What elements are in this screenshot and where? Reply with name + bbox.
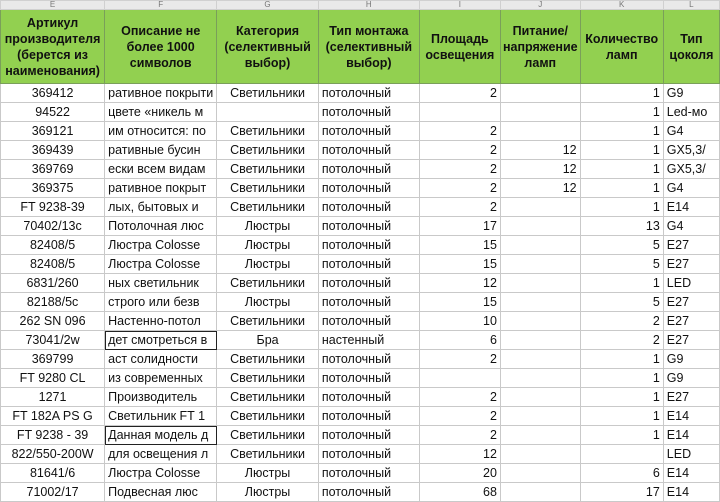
column-letter-header[interactable]: H [318, 1, 419, 10]
cell-voltage[interactable] [500, 236, 580, 255]
cell-category[interactable]: Светильники [217, 122, 319, 141]
cell-voltage[interactable]: 12 [500, 179, 580, 198]
column-header-description[interactable]: Описание не более 1000 символов [105, 10, 217, 84]
cell-description[interactable]: ративные бусин [105, 141, 217, 160]
cell-description[interactable]: аст солидности [105, 350, 217, 369]
column-letter-header[interactable]: E [1, 1, 105, 10]
cell-area[interactable]: 68 [419, 483, 500, 502]
cell-area[interactable]: 10 [419, 312, 500, 331]
column-letter-header[interactable]: K [580, 1, 663, 10]
cell-article[interactable]: 6831/260 [1, 274, 105, 293]
cell-socket-type[interactable]: E14 [663, 483, 719, 502]
cell-area[interactable]: 2 [419, 350, 500, 369]
cell-description[interactable]: ных светильник [105, 274, 217, 293]
cell-area[interactable]: 2 [419, 198, 500, 217]
table-row [1, 160, 720, 179]
cell-lamp-count[interactable]: 1 [580, 198, 663, 217]
cell-area[interactable] [419, 369, 500, 388]
cell-lamp-count[interactable]: 1 [580, 160, 663, 179]
cell-lamp-count[interactable]: 1 [580, 369, 663, 388]
cell-article[interactable]: 70402/13c [1, 217, 105, 236]
cell-description[interactable]: ративное покрыти [105, 84, 217, 103]
cell-mount-type[interactable]: потолочный [318, 426, 419, 445]
cell-socket-type[interactable]: E14 [663, 198, 719, 217]
column-header-article[interactable]: Артикул производителя (берется из наименования) [1, 10, 105, 84]
cell-area[interactable]: 15 [419, 293, 500, 312]
cell-area[interactable]: 2 [419, 426, 500, 445]
cell-mount-type[interactable]: потолочный [318, 312, 419, 331]
cell-area[interactable] [419, 103, 500, 122]
cell-area[interactable]: 2 [419, 407, 500, 426]
table-row [1, 483, 720, 502]
cell-socket-type[interactable]: GX5,3/ [663, 141, 719, 160]
cell-category[interactable] [217, 103, 319, 122]
cell-area[interactable]: 2 [419, 141, 500, 160]
cell-category[interactable]: Светильники [217, 274, 319, 293]
cell-socket-type[interactable]: E27 [663, 293, 719, 312]
cell-article[interactable]: FT 9280 CL [1, 369, 105, 388]
cell-description[interactable]: им относится: по [105, 122, 217, 141]
cell-mount-type[interactable]: потолочный [318, 217, 419, 236]
cell-lamp-count[interactable]: 1 [580, 426, 663, 445]
cell-lamp-count[interactable] [580, 445, 663, 464]
cell-lamp-count[interactable]: 1 [580, 388, 663, 407]
cell-voltage[interactable] [500, 255, 580, 274]
table-row [1, 445, 720, 464]
cell-category[interactable]: Люстры [217, 293, 319, 312]
cell-mount-type[interactable]: потолочный [318, 350, 419, 369]
cell-description[interactable]: Люстра Colosse [105, 464, 217, 483]
column-header-mount-type[interactable]: Тип монтажа (селективный выбор) [318, 10, 419, 84]
cell-area[interactable]: 12 [419, 445, 500, 464]
cell-article[interactable]: 369121 [1, 122, 105, 141]
cell-category[interactable]: Светильники [217, 84, 319, 103]
cell-voltage[interactable]: 12 [500, 141, 580, 160]
cell-mount-type[interactable]: потолочный [318, 198, 419, 217]
cell-voltage[interactable] [500, 388, 580, 407]
cell-voltage[interactable] [500, 103, 580, 122]
table-row [1, 331, 720, 350]
cell-description[interactable]: ески всем видам [105, 160, 217, 179]
cell-mount-type[interactable]: потолочный [318, 407, 419, 426]
cell-socket-type[interactable]: Led-мо [663, 103, 719, 122]
column-letter-header[interactable]: L [663, 1, 719, 10]
table-row [1, 141, 720, 160]
cell-category[interactable]: Люстры [217, 217, 319, 236]
cell-voltage[interactable] [500, 122, 580, 141]
cell-voltage[interactable] [500, 369, 580, 388]
cell-mount-type[interactable]: потолочный [318, 160, 419, 179]
cell-socket-type[interactable]: E27 [663, 331, 719, 350]
column-letter-header[interactable]: G [217, 1, 319, 10]
cell-category[interactable]: Светильники [217, 312, 319, 331]
cell-area[interactable]: 20 [419, 464, 500, 483]
cell-article[interactable]: 262 SN 096 [1, 312, 105, 331]
cell-socket-type[interactable]: G9 [663, 369, 719, 388]
table-row [1, 122, 720, 141]
cell-socket-type[interactable]: LED [663, 274, 719, 293]
cell-category[interactable]: Люстры [217, 236, 319, 255]
cell-article[interactable]: 71002/17 [1, 483, 105, 502]
column-letter-header[interactable]: J [500, 1, 580, 10]
cell-description[interactable]: Данная модель д [105, 426, 217, 445]
cell-area[interactable]: 6 [419, 331, 500, 350]
cell-description[interactable]: Люстра Colosse [105, 236, 217, 255]
cell-article[interactable]: 369375 [1, 179, 105, 198]
table-row [1, 103, 720, 122]
cell-lamp-count[interactable]: 5 [580, 236, 663, 255]
cell-description[interactable]: Светильник FT 1 [105, 407, 217, 426]
cell-voltage[interactable] [500, 445, 580, 464]
cell-socket-type[interactable]: E27 [663, 388, 719, 407]
table-row [1, 426, 720, 445]
cell-lamp-count[interactable]: 1 [580, 350, 663, 369]
cell-socket-type[interactable]: G9 [663, 84, 719, 103]
cell-article[interactable]: 822/550-200W [1, 445, 105, 464]
column-letter-row [1, 1, 720, 10]
cell-category[interactable]: Светильники [217, 179, 319, 198]
cell-lamp-count[interactable]: 5 [580, 293, 663, 312]
cell-voltage[interactable] [500, 331, 580, 350]
column-header-voltage[interactable]: Питание/напряжение ламп [500, 10, 580, 84]
cell-article[interactable]: FT 182A PS G [1, 407, 105, 426]
cell-mount-type[interactable]: потолочный [318, 141, 419, 160]
column-header-socket-type[interactable]: Тип цоколя [663, 10, 719, 84]
cell-category[interactable]: Светильники [217, 426, 319, 445]
cell-category[interactable]: Светильники [217, 388, 319, 407]
cell-socket-type[interactable]: E14 [663, 464, 719, 483]
cell-socket-type[interactable]: G4 [663, 122, 719, 141]
cell-description[interactable]: из современных [105, 369, 217, 388]
cell-lamp-count[interactable]: 6 [580, 464, 663, 483]
cell-voltage[interactable] [500, 84, 580, 103]
cell-article[interactable]: 82408/5 [1, 236, 105, 255]
cell-socket-type[interactable]: E14 [663, 426, 719, 445]
cell-category[interactable]: Люстры [217, 464, 319, 483]
cell-description[interactable]: лых, бытовых и [105, 198, 217, 217]
cell-area[interactable]: 15 [419, 236, 500, 255]
cell-lamp-count[interactable]: 17 [580, 483, 663, 502]
cell-mount-type[interactable]: потолочный [318, 388, 419, 407]
table-row [1, 293, 720, 312]
cell-description[interactable]: ративное покрыт [105, 179, 217, 198]
cell-area[interactable]: 15 [419, 255, 500, 274]
cell-mount-type[interactable]: потолочный [318, 255, 419, 274]
cell-lamp-count[interactable]: 1 [580, 141, 663, 160]
cell-voltage[interactable] [500, 198, 580, 217]
cell-category[interactable]: Бра [217, 331, 319, 350]
cell-article[interactable]: 73041/2w [1, 331, 105, 350]
cell-lamp-count[interactable]: 1 [580, 407, 663, 426]
cell-area[interactable]: 2 [419, 160, 500, 179]
cell-voltage[interactable] [500, 312, 580, 331]
table-row [1, 217, 720, 236]
cell-socket-type[interactable]: E27 [663, 312, 719, 331]
column-header-category[interactable]: Категория (селективный выбор) [217, 10, 319, 84]
cell-mount-type[interactable]: потолочный [318, 464, 419, 483]
cell-description[interactable]: Подвесная люс [105, 483, 217, 502]
column-letter-header[interactable]: F [105, 1, 217, 10]
cell-lamp-count[interactable]: 2 [580, 312, 663, 331]
cell-mount-type[interactable]: потолочный [318, 122, 419, 141]
table-row [1, 464, 720, 483]
cell-description[interactable]: цвете «никель м [105, 103, 217, 122]
cell-category[interactable]: Светильники [217, 198, 319, 217]
cell-mount-type[interactable]: потолочный [318, 445, 419, 464]
cell-category[interactable]: Светильники [217, 160, 319, 179]
cell-mount-type[interactable]: потолочный [318, 236, 419, 255]
table-row [1, 388, 720, 407]
cell-socket-type[interactable]: G9 [663, 350, 719, 369]
cell-voltage[interactable] [500, 464, 580, 483]
cell-voltage[interactable] [500, 407, 580, 426]
cell-socket-type[interactable]: GX5,3/ [663, 160, 719, 179]
table-row [1, 274, 720, 293]
cell-article[interactable]: 369412 [1, 84, 105, 103]
cell-lamp-count[interactable]: 1 [580, 103, 663, 122]
cell-area[interactable]: 17 [419, 217, 500, 236]
cell-lamp-count[interactable]: 1 [580, 84, 663, 103]
cell-description[interactable]: строго или безв [105, 293, 217, 312]
cell-category[interactable]: Светильники [217, 350, 319, 369]
cell-socket-type[interactable]: G4 [663, 217, 719, 236]
cell-category[interactable]: Светильники [217, 141, 319, 160]
cell-article[interactable]: FT 9238-39 [1, 198, 105, 217]
cell-article[interactable]: 369799 [1, 350, 105, 369]
cell-lamp-count[interactable]: 1 [580, 122, 663, 141]
column-header-area[interactable]: Площадь освещения [419, 10, 500, 84]
cell-category[interactable]: Люстры [217, 255, 319, 274]
cell-category[interactable]: Светильники [217, 445, 319, 464]
cell-socket-type[interactable]: G4 [663, 179, 719, 198]
cell-area[interactable]: 2 [419, 122, 500, 141]
table-row [1, 407, 720, 426]
cell-mount-type[interactable]: потолочный [318, 293, 419, 312]
cell-mount-type[interactable]: потолочный [318, 274, 419, 293]
cell-lamp-count[interactable]: 1 [580, 179, 663, 198]
cell-socket-type[interactable]: LED [663, 445, 719, 464]
column-letter-header[interactable]: I [419, 1, 500, 10]
cell-description[interactable]: Производитель [105, 388, 217, 407]
cell-area[interactable]: 2 [419, 84, 500, 103]
cell-article[interactable]: 81641/6 [1, 464, 105, 483]
cell-category[interactable]: Люстры [217, 483, 319, 502]
cell-mount-type[interactable]: настенный [318, 331, 419, 350]
cell-voltage[interactable] [500, 483, 580, 502]
cell-voltage[interactable] [500, 217, 580, 236]
table-row [1, 350, 720, 369]
table-row [1, 236, 720, 255]
cell-description[interactable]: Потолочная люс [105, 217, 217, 236]
cell-socket-type[interactable]: E14 [663, 407, 719, 426]
cell-lamp-count[interactable]: 1 [580, 274, 663, 293]
cell-area[interactable]: 2 [419, 388, 500, 407]
cell-socket-type[interactable]: E27 [663, 236, 719, 255]
cell-category[interactable]: Светильники [217, 369, 319, 388]
table-row [1, 255, 720, 274]
cell-description[interactable]: Люстра Colosse [105, 255, 217, 274]
table-row [1, 84, 720, 103]
cell-voltage[interactable]: 12 [500, 160, 580, 179]
cell-article[interactable]: 82188/5c [1, 293, 105, 312]
cell-mount-type[interactable]: потолочный [318, 369, 419, 388]
cell-voltage[interactable] [500, 274, 580, 293]
cell-area[interactable]: 12 [419, 274, 500, 293]
cell-mount-type[interactable]: потолочный [318, 483, 419, 502]
cell-article[interactable]: 94522 [1, 103, 105, 122]
cell-description[interactable]: Настенно-потол [105, 312, 217, 331]
cell-area[interactable]: 2 [419, 179, 500, 198]
cell-voltage[interactable] [500, 426, 580, 445]
cell-voltage[interactable] [500, 293, 580, 312]
cell-lamp-count[interactable]: 2 [580, 331, 663, 350]
column-header-lamp-count[interactable]: Количество ламп [580, 10, 663, 84]
table-row [1, 198, 720, 217]
cell-voltage[interactable] [500, 350, 580, 369]
cell-article[interactable]: 1271 [1, 388, 105, 407]
cell-description[interactable]: для освещения л [105, 445, 217, 464]
cell-socket-type[interactable]: E27 [663, 255, 719, 274]
cell-article[interactable]: 369769 [1, 160, 105, 179]
cell-mount-type[interactable]: потолочный [318, 84, 419, 103]
cell-article[interactable]: 82408/5 [1, 255, 105, 274]
table-row [1, 179, 720, 198]
header-row [1, 10, 720, 84]
cell-category[interactable]: Светильники [217, 407, 319, 426]
cell-mount-type[interactable]: потолочный [318, 103, 419, 122]
cell-mount-type[interactable]: потолочный [318, 179, 419, 198]
table-row [1, 369, 720, 388]
cell-lamp-count[interactable]: 13 [580, 217, 663, 236]
cell-description[interactable]: дет смотреться в [105, 331, 217, 350]
cell-article[interactable]: FT 9238 - 39 [1, 426, 105, 445]
table-row [1, 312, 720, 331]
cell-lamp-count[interactable]: 5 [580, 255, 663, 274]
cell-article[interactable]: 369439 [1, 141, 105, 160]
